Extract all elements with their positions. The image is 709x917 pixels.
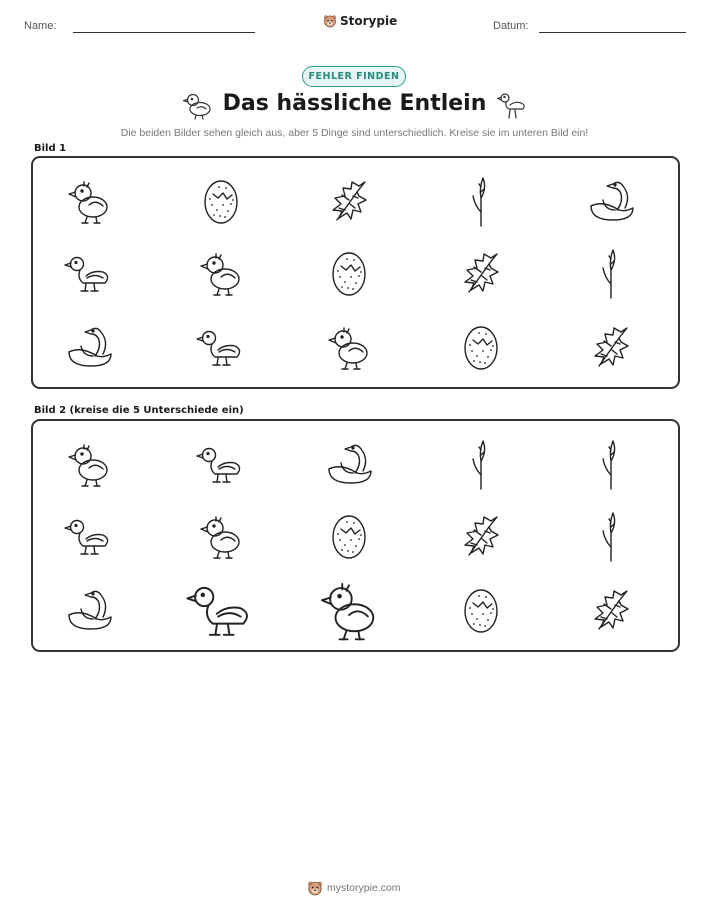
footer (307, 880, 401, 896)
picture1-reed-icon (603, 250, 615, 298)
picture2-reed-icon[interactable] (473, 441, 485, 489)
picture2-duckling-icon[interactable] (69, 445, 107, 486)
picture2-swan-icon[interactable] (329, 445, 371, 483)
picture2-label: Bild 2 (kreise die 5 Unterschiede ein) (34, 405, 244, 416)
brand-name: Storypie (340, 14, 398, 28)
picture1-leaf-icon (465, 254, 498, 292)
picture1-duck-icon (197, 332, 240, 366)
picture2-swan-icon[interactable] (69, 591, 111, 629)
picture1-panel (31, 156, 680, 389)
picture1-scene (33, 158, 678, 387)
picture1-reed-icon (473, 178, 485, 226)
category-badge: FEHLER FINDEN (302, 66, 406, 87)
bear-logo-icon (307, 880, 323, 896)
name-line[interactable] (73, 32, 255, 33)
picture2-duckling-large-icon[interactable] (322, 584, 373, 639)
picture1-label: Bild 1 (34, 143, 67, 154)
picture2-reed-icon[interactable] (603, 513, 615, 561)
picture2-leaf-icon[interactable] (595, 591, 628, 629)
picture1-duckling-icon (201, 254, 239, 295)
picture1-swan-icon (591, 182, 633, 220)
picture2-duck-icon[interactable] (65, 521, 108, 555)
brand (323, 14, 397, 28)
picture2-duck-large-icon[interactable] (187, 588, 247, 635)
picture2-duckling-icon[interactable] (201, 517, 239, 558)
picture2-scene[interactable] (33, 421, 678, 650)
picture1-leaf-icon (595, 328, 628, 366)
date-line[interactable] (539, 32, 686, 33)
picture2-egg-icon[interactable] (333, 516, 365, 558)
picture2-leaf-icon[interactable] (465, 517, 498, 555)
picture1-egg-icon (465, 327, 497, 369)
footer-url[interactable]: mystorypie.com (327, 882, 401, 894)
picture1-duckling-icon (69, 182, 107, 223)
picture1-leaf-icon (333, 182, 366, 220)
picture1-duckling-icon (329, 328, 367, 369)
page-title: Das hässliche Entlein (222, 91, 487, 116)
picture1-egg-icon (205, 181, 237, 223)
picture2-duck-icon[interactable] (197, 449, 240, 483)
date-label: Datum: (493, 20, 529, 32)
picture2-reed-icon[interactable] (603, 441, 615, 489)
picture2-egg-icon[interactable] (465, 590, 497, 632)
name-label: Name: (24, 20, 57, 32)
instructions: Die beiden Bilder sehen gleich aus, aber 5 Dinge sind unterschiedlich. Kreise sie im unteren Bild ein! (120, 127, 589, 139)
picture1-swan-icon (69, 328, 111, 366)
duck-icon (497, 92, 527, 120)
picture1-duck-icon (65, 258, 108, 292)
picture2-panel[interactable] (31, 419, 680, 652)
picture1-egg-icon (333, 253, 365, 295)
bear-logo-icon (323, 14, 337, 28)
